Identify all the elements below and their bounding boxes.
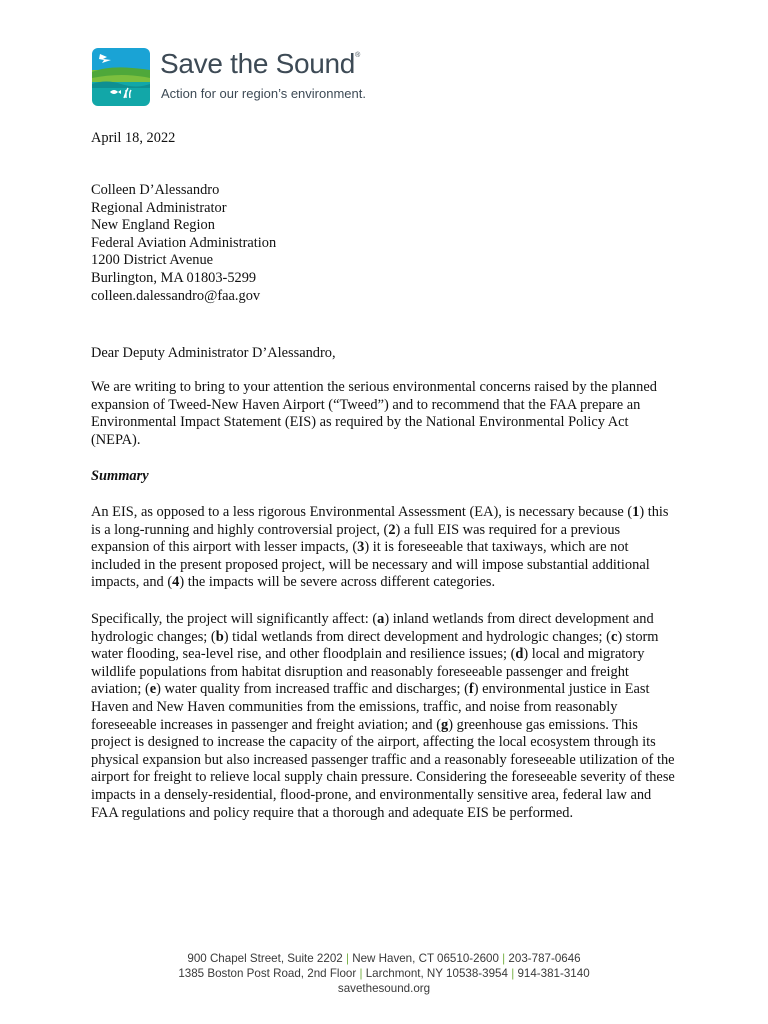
- address-agency: Federal Aviation Administration: [91, 234, 277, 251]
- footer-line-larchmont: 1385 Boston Post Road, 2nd Floor | Larchmont, NY 10538-3954 | 914-381-3140: [178, 967, 590, 980]
- letter-date: April 18, 2022: [91, 130, 176, 146]
- address-region: New England Region: [91, 217, 215, 234]
- recipient-address: [91, 182, 679, 305]
- page-footer: [0, 951, 768, 996]
- footer-website-link[interactable]: savethesound.org: [337, 982, 431, 995]
- logo-mark-icon: [92, 48, 150, 106]
- footer-line-new-haven: 900 Chapel Street, Suite 2202 | New Haven, CT 06510-2600 | 203-787-0646: [187, 952, 581, 965]
- impacts-paragraph: Specifically, the project will significantly affect: (a) inland wetlands from direct development and hydrologic changes; (b) tidal wetlands from direct development and hydrologic changes; (c) storm water flooding, sea-level rise, and other floodplain and resilience issues; (d) local and migratory wildlife populations from habitat disruption and reasonably foreseeable passenger and freight aviation; (e) water quality from increased traffic and discharges; (f) environmental justice in East Haven and New Haven communities from the emissions, traffic, and noise from reasonably foreseeable increases in passenger and freight aviation; and (g) greenhouse gas emissions. This project is designed to increase the capacity of the airport, affecting the local ecosystem through its physical expansion but also increased passenger traffic and a reasonably foreseeable utilization of the airport for freight to relieve local supply chain pressure. Considering the foreseeable severity of these impacts in a densely-residential, flood-prone, and environmentally sensitive area, federal law and FAA regulations and policy require that a thorough and adequate EIS be performed.: [91, 611, 675, 821]
- reasons-paragraph: An EIS, as opposed to a less rigorous Environmental Assessment (EA), is necessary because (1) this is a long-running and highly controversial project, (2) a full EIS was required for a previous expansion of this airport with lesser impacts, (3) it is foreseeable that taxiways, which are not included in the present proposed project, will be necessary and will impose substantial additional impacts, and (4) the impacts will be severe across different categories.: [91, 504, 669, 591]
- address-street: 1200 District Avenue: [91, 252, 214, 269]
- salutation: Dear Deputy Administrator D’Alessandro,: [91, 345, 336, 361]
- address-city: Burlington, MA 01803-5299: [91, 269, 257, 286]
- logo-tagline: Action for our region’s environment.: [161, 86, 366, 101]
- save-the-sound-logo: [92, 48, 392, 110]
- logo-wordmark: Save the Sound®: [160, 48, 360, 79]
- address-title: Regional Administrator: [91, 199, 227, 216]
- address-name: Colleen D’Alessandro: [91, 182, 220, 198]
- intro-paragraph: We are writing to bring to your attention the serious environmental concerns raised by the planned expansion of Tweed-New Haven Airport (“Tweed”) and to recommend that the FAA prepare an Environmental Impact Statement (EIS) as required by the National Environmental Policy Act (NEPA).: [91, 379, 657, 448]
- address-email[interactable]: colleen.dalessandro@faa.gov: [91, 287, 261, 304]
- summary-heading: Summary: [91, 468, 149, 484]
